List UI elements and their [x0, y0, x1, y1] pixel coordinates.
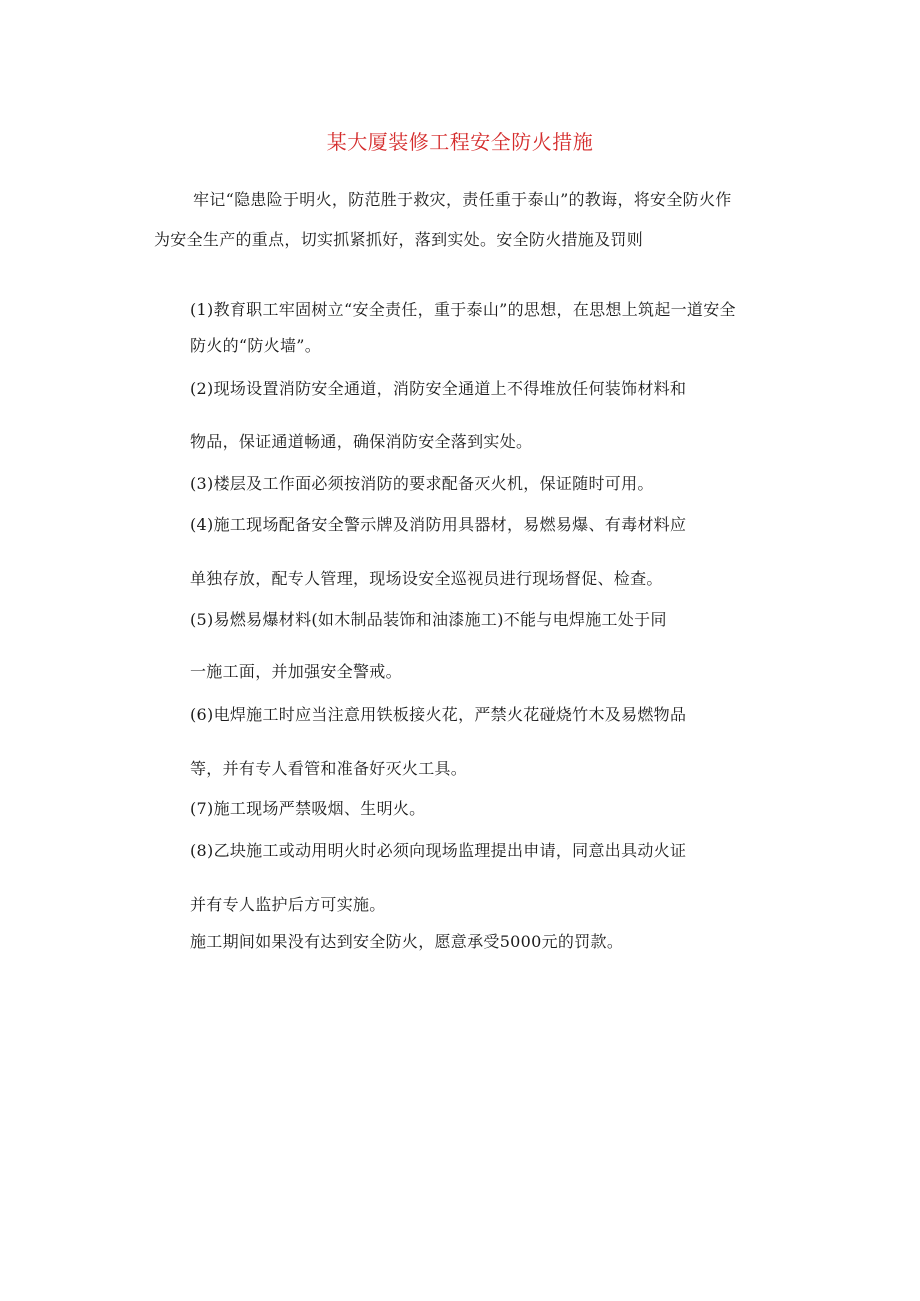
page-title: 某大厦装修工程安全防火措施: [326, 130, 594, 154]
intro-line: 为安全生产的重点，切实抓紧抓好，落到实处。安全防火措施及罚则: [154, 230, 644, 249]
list-item: (6)电焊施工时应当注意用铁板接火花，严禁火花碰烧竹木及易燃物品: [190, 705, 687, 724]
list-item: 单独存放，配专人管理，现场设安全巡视员进行现场督促、检查。: [190, 569, 663, 588]
list-item: 防火的“防火墙”。: [190, 336, 322, 355]
list-item: (5)易燃易爆材料(如木制品装饰和油漆施工)不能与电焊施工处于同: [190, 610, 667, 629]
list-item: 一施工面，并加强安全警戒。: [190, 662, 402, 681]
list-item: 物品，保证通道畅通，确保消防安全落到实处。: [190, 432, 533, 451]
list-item: (7)施工现场严禁吸烟、生明火。: [190, 799, 426, 818]
list-item: (3)楼层及工作面必须按消防的要求配备灭火机，保证随时可用。: [190, 474, 654, 493]
list-item: (4)施工现场配备安全警示牌及消防用具器材，易燃易爆、有毒材料应: [190, 515, 687, 534]
list-item: (1)教育职工牢固树立“安全责任，重于泰山”的思想，在思想上筑起一道安全: [190, 300, 736, 319]
list-item: 并有专人监护后方可实施。: [190, 895, 386, 914]
list-item: (8)乙块施工或动用明火时必须向现场监理提出申请，同意出具动火证: [190, 841, 687, 860]
list-item: (2)现场设置消防安全通道，消防安全通道上不得堆放任何装饰材料和: [190, 379, 687, 398]
closing-statement: 施工期间如果没有达到安全防火，愿意承受5000元的罚款。: [190, 932, 624, 951]
intro-line: 牢记“隐患险于明火，防范胜于救灾，责任重于泰山”的教诲，将安全防火作: [193, 190, 732, 209]
list-item: 等，并有专人看管和准备好灭火工具。: [190, 759, 468, 778]
